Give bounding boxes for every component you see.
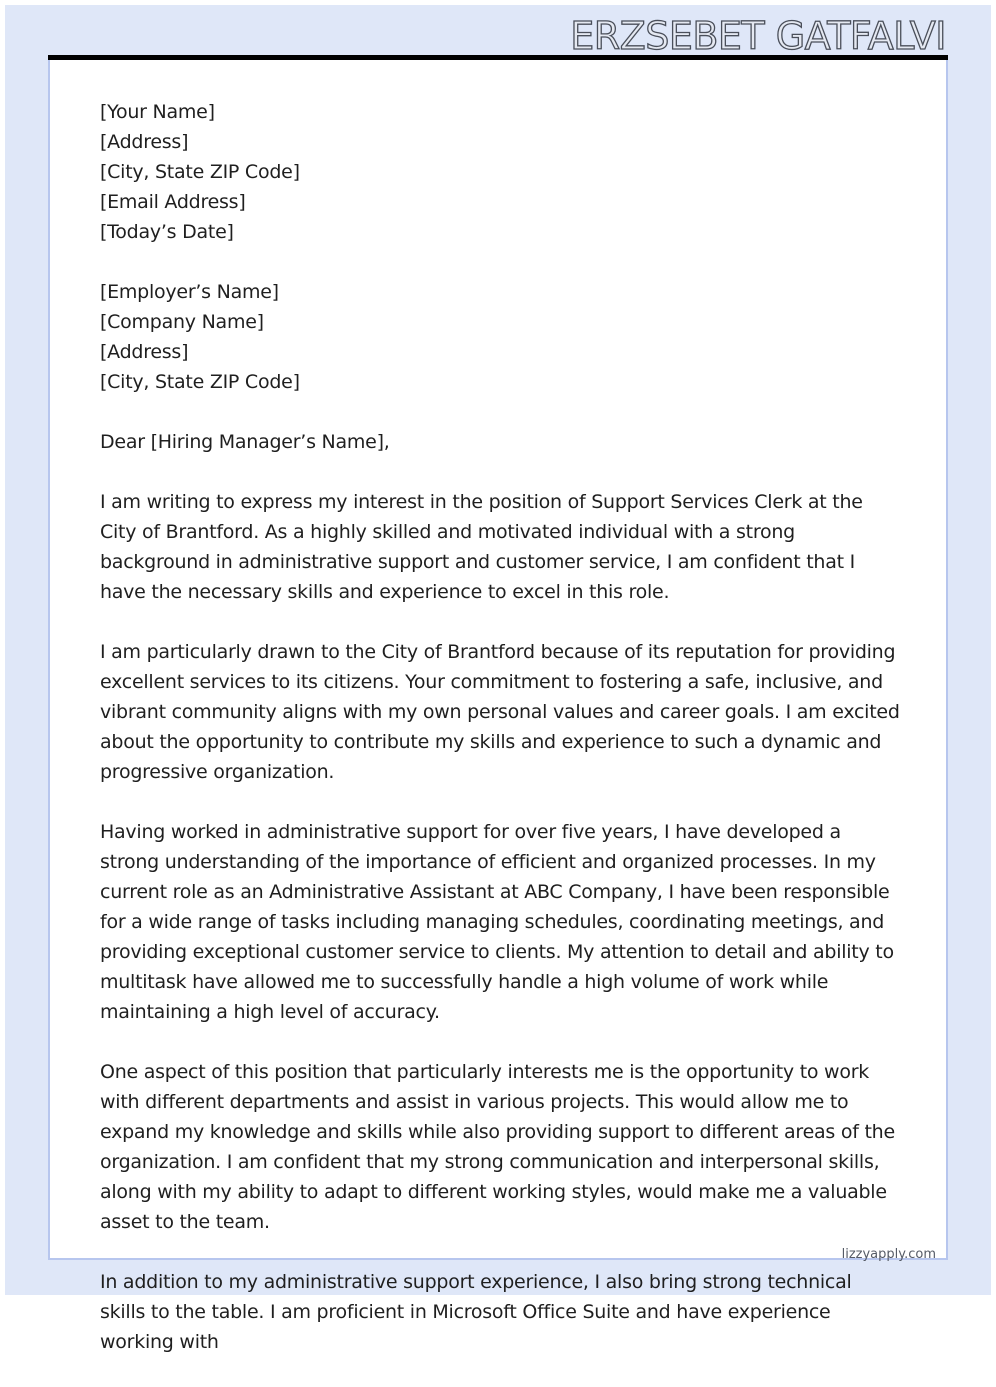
salutation: Dear [Hiring Manager’s Name], [100, 431, 390, 453]
letter-date: [Today’s Date] [100, 221, 234, 243]
paragraph-technical-skills: In addition to my administrative support experience, I also bring strong technical skills to the table. I am proficient in Microsoft Office Suite and have experience working with [100, 1271, 852, 1353]
recipient-city-state-zip: [City, State ZIP Code] [100, 371, 300, 393]
watermark-text: lizzyapply.com [841, 1247, 936, 1262]
sender-name: [Your Name] [100, 101, 215, 123]
applicant-name-heading: ERZSEBET GATFALVI [570, 14, 946, 58]
recipient-address: [Address] [100, 341, 189, 363]
paragraph-motivation: I am particularly drawn to the City of Brantford because of its reputation for providing excellent services to its citizens. Your commitment to fostering a safe, inclusive, and vibrant community aligns with my own personal values and career goals. I am excited about the opportunity to contribute my skills and experience to such a dynamic and progressive organization. [100, 641, 900, 783]
employer-name: [Employer’s Name] [100, 281, 279, 303]
sender-block [100, 97, 900, 247]
company-name: [Company Name] [100, 311, 264, 333]
cover-letter-body [100, 97, 900, 1387]
sender-city-state-zip: [City, State ZIP Code] [100, 161, 300, 183]
paragraph-intro: I am writing to express my interest in the position of Support Services Clerk at the City of Brantford. As a highly skilled and motivated individual with a strong background in administrative support and customer service, I am confident that I have the necessary skills and experience to excel in this role. [100, 491, 863, 603]
sender-email: [Email Address] [100, 191, 246, 213]
paragraph-experience: Having worked in administrative support for over five years, I have developed a strong understanding of the importance of efficient and organized processes. In my current role as an Administrative Assistant at ABC Company, I have been responsible for a wide range of tasks including managing schedules, coordinating meetings, and providing exceptional customer service to clients. My attention to detail and ability to multitask have allowed me to successfully handle a high volume of work while maintaining a high level of accuracy. [100, 821, 894, 1023]
paragraph-interest: One aspect of this position that particularly interests me is the opportunity to work with different departments and assist in various projects. This would allow me to expand my knowledge and skills while also providing support to different areas of the organization. I am confident that my strong communication and interpersonal skills, along with my ability to adapt to different working styles, would make me a valuable asset to the team. [100, 1061, 895, 1233]
recipient-block [100, 277, 900, 397]
sender-address: [Address] [100, 131, 189, 153]
